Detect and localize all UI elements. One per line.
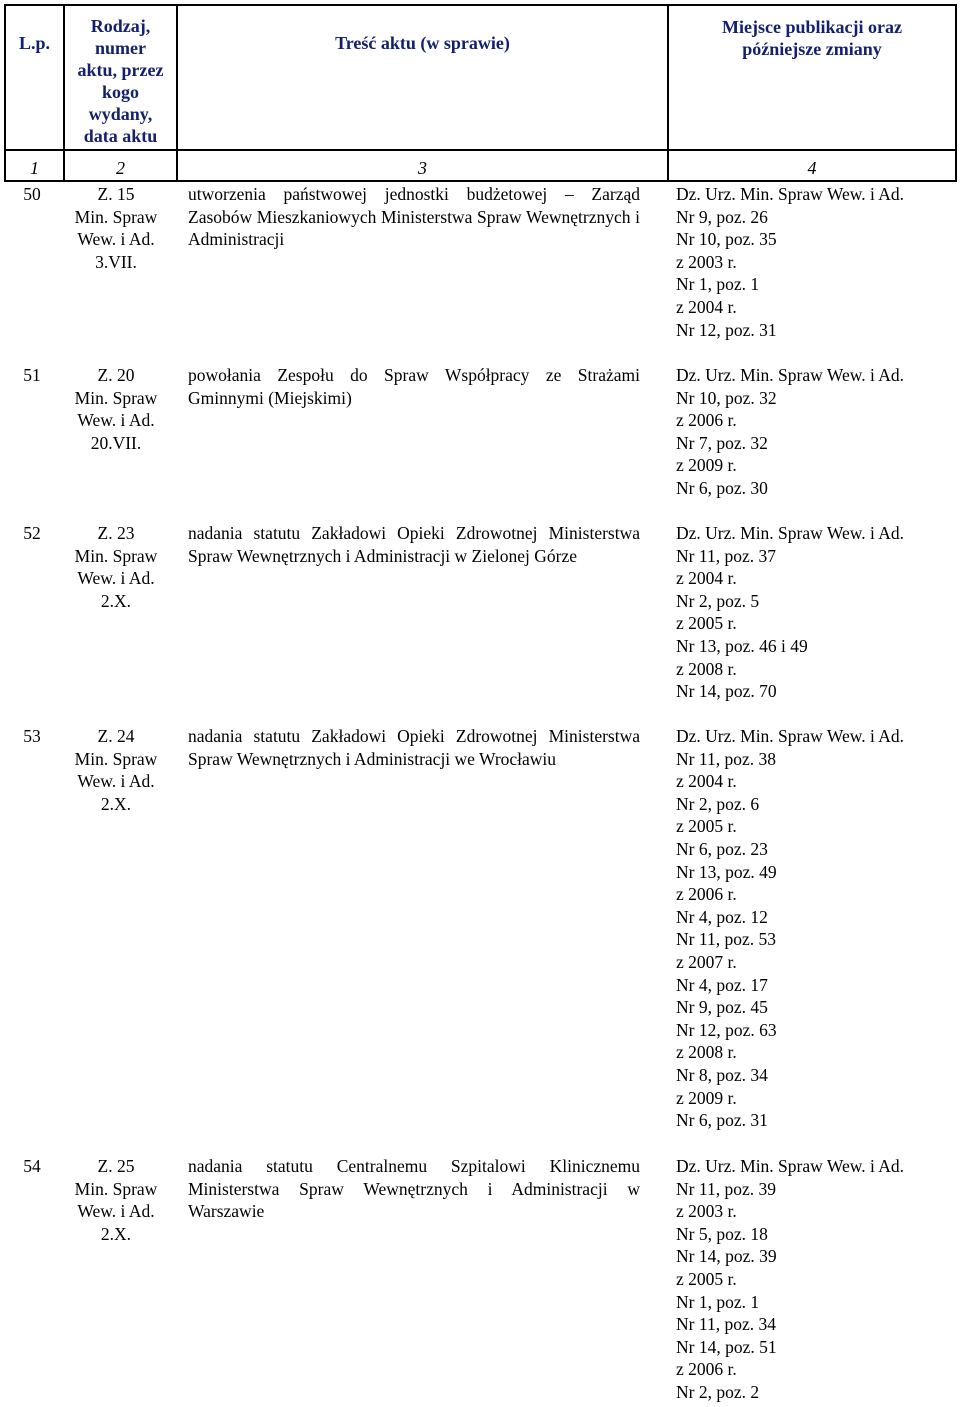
- row-miejsce: [676, 522, 958, 703]
- header-rodzaj-line: kogo: [101, 82, 139, 102]
- column-number-2: 2: [116, 158, 125, 178]
- header-rodzaj-line: Rodzaj,: [90, 16, 151, 36]
- border-right: [955, 4, 957, 182]
- rodzaj-line: 2.X.: [100, 1223, 132, 1244]
- rodzaj-line: Wew. i Ad.: [77, 229, 155, 250]
- miejsce-line: Nr 11, poz. 38: [676, 748, 776, 769]
- header-bottom-border: [4, 149, 956, 151]
- column-number-4: 4: [807, 158, 817, 178]
- miejsce-line: Nr 9, poz. 45: [676, 997, 768, 1018]
- miejsce-line: z 2008 r.: [676, 658, 737, 679]
- miejsce-line: Nr 5, poz. 18: [676, 1223, 768, 1244]
- rodzaj-line: Min. Spraw: [74, 545, 158, 566]
- header-miejsce: [669, 16, 955, 60]
- miejsce-line: Nr 11, poz. 53: [676, 929, 776, 950]
- miejsce-line: Nr 11, poz. 34: [676, 1314, 776, 1335]
- rodzaj-line: Z. 24: [97, 726, 135, 746]
- rodzaj-line: Z. 20: [97, 365, 135, 385]
- rodzaj-line: 20.VII.: [90, 432, 142, 453]
- header-lp: L.p.: [18, 33, 51, 53]
- column-number-1: 1: [30, 158, 39, 178]
- miejsce-line: Nr 2, poz. 2: [676, 1381, 760, 1402]
- row-miejsce: [676, 1155, 958, 1404]
- miejsce-line: Nr 9, poz. 26: [676, 206, 768, 227]
- row-tresc: nadania statutu Zakładowi Opieki Zdrowotnej Ministerstwa Spraw Wewnętrznych i Administracji w Zielonej Górze: [188, 523, 640, 566]
- rodzaj-line: Min. Spraw: [74, 748, 158, 769]
- rodzaj-line: Z. 25: [97, 1156, 135, 1176]
- miejsce-line: z 2005 r.: [676, 816, 737, 837]
- row-lp: 53: [23, 726, 41, 746]
- column-number-3: 3: [418, 158, 427, 178]
- rodzaj-line: Min. Spraw: [74, 206, 158, 227]
- row-rodzaj: [66, 725, 166, 815]
- miejsce-line: z 2003 r.: [676, 1201, 737, 1222]
- miejsce-line: Nr 12, poz. 31: [676, 319, 777, 340]
- miejsce-line: Dz. Urz. Min. Spraw Wew. i Ad.: [676, 1156, 905, 1176]
- miejsce-line: Nr 11, poz. 37: [676, 545, 776, 566]
- miejsce-line: Nr 4, poz. 12: [676, 906, 768, 927]
- miejsce-line: Nr 8, poz. 34: [676, 1064, 768, 1085]
- row-lp: 54: [23, 1156, 41, 1176]
- header-rodzaj-line: data aktu: [83, 126, 158, 146]
- header-tresc: Treść aktu (w sprawie): [335, 33, 510, 53]
- rodzaj-line: Wew. i Ad.: [77, 410, 155, 431]
- miejsce-line: Nr 7, poz. 32: [676, 432, 768, 453]
- rodzaj-line: Wew. i Ad.: [77, 771, 155, 792]
- row-rodzaj: [66, 183, 166, 273]
- miejsce-line: Nr 10, poz. 35: [676, 229, 777, 250]
- divider-2: [176, 4, 178, 182]
- miejsce-line: Nr 2, poz. 6: [676, 793, 760, 814]
- row-tresc: powołania Zespołu do Spraw Współpracy ze Strażami Gminnymi (Miejskimi): [188, 365, 640, 408]
- miejsce-line: z 2006 r.: [676, 1359, 737, 1380]
- row-miejsce: [676, 183, 958, 341]
- miejsce-line: z 2009 r.: [676, 1087, 737, 1108]
- miejsce-line: z 2005 r.: [676, 613, 737, 634]
- miejsce-line: Dz. Urz. Min. Spraw Wew. i Ad.: [676, 365, 905, 385]
- miejsce-line: z 2006 r.: [676, 884, 737, 905]
- rodzaj-line: 2.X.: [100, 793, 132, 814]
- row-rodzaj: [66, 364, 166, 454]
- rodzaj-line: 2.X.: [100, 590, 132, 611]
- miejsce-line: Nr 13, poz. 46 i 49: [676, 635, 808, 656]
- colnum-bottom-border: [4, 180, 956, 182]
- row-miejsce: [676, 364, 958, 500]
- miejsce-line: z 2004 r.: [676, 296, 737, 317]
- rodzaj-line: Wew. i Ad.: [77, 568, 155, 589]
- miejsce-line: Nr 14, poz. 39: [676, 1246, 777, 1267]
- miejsce-line: Nr 11, poz. 39: [676, 1178, 776, 1199]
- miejsce-line: Dz. Urz. Min. Spraw Wew. i Ad.: [676, 523, 905, 543]
- border-left: [4, 4, 6, 182]
- miejsce-line: Nr 10, poz. 32: [676, 387, 777, 408]
- row-rodzaj: [66, 522, 166, 612]
- miejsce-line: Nr 6, poz. 31: [676, 1110, 768, 1131]
- header-miejsce-line: późniejsze zmiany: [742, 39, 882, 59]
- miejsce-line: Nr 13, poz. 49: [676, 861, 777, 882]
- row-miejsce: [676, 725, 958, 1132]
- miejsce-line: Nr 2, poz. 5: [676, 590, 760, 611]
- miejsce-line: Dz. Urz. Min. Spraw Wew. i Ad.: [676, 726, 905, 746]
- header-rodzaj-line: numer: [95, 38, 146, 58]
- miejsce-line: Nr 12, poz. 63: [676, 1019, 777, 1040]
- rodzaj-line: Min. Spraw: [74, 387, 158, 408]
- row-tresc: nadania statutu Centralnemu Szpitalowi Klinicznemu Ministerstwa Spraw Wewnętrznych i Administracji w Warszawie: [188, 1156, 640, 1222]
- miejsce-line: Nr 14, poz. 51: [676, 1336, 777, 1357]
- rodzaj-line: Min. Spraw: [74, 1178, 158, 1199]
- row-tresc: utworzenia państwowej jednostki budżetowej – Zarząd Zasobów Mieszkaniowych Ministerstwa Spraw Wewnętrznych i Administracji: [188, 184, 640, 250]
- miejsce-line: Dz. Urz. Min. Spraw Wew. i Ad.: [676, 184, 905, 204]
- miejsce-line: z 2004 r.: [676, 771, 737, 792]
- miejsce-line: Nr 6, poz. 23: [676, 838, 768, 859]
- miejsce-line: Nr 6, poz. 30: [676, 477, 768, 498]
- miejsce-line: Nr 14, poz. 70: [676, 681, 777, 702]
- header-top-border: [4, 4, 956, 6]
- row-lp: 50: [23, 184, 41, 204]
- header-rodzaj-line: aktu, przez: [77, 60, 164, 80]
- row-tresc: nadania statutu Zakładowi Opieki Zdrowotnej Ministerstwa Spraw Wewnętrznych i Administracji we Wrocławiu: [188, 726, 640, 769]
- miejsce-line: Nr 1, poz. 1: [676, 274, 760, 295]
- miejsce-line: Nr 1, poz. 1: [676, 1291, 760, 1312]
- row-lp: 51: [23, 365, 41, 385]
- rodzaj-line: Z. 15: [97, 184, 135, 204]
- rodzaj-line: 3.VII.: [95, 251, 137, 272]
- miejsce-line: z 2005 r.: [676, 1268, 737, 1289]
- header-rodzaj: [65, 15, 176, 147]
- rodzaj-line: Wew. i Ad.: [77, 1201, 155, 1222]
- header-miejsce-line: Miejsce publikacji oraz: [722, 17, 902, 37]
- miejsce-line: z 2009 r.: [676, 455, 737, 476]
- miejsce-line: z 2004 r.: [676, 568, 737, 589]
- row-lp: 52: [23, 523, 41, 543]
- rodzaj-line: Z. 23: [97, 523, 135, 543]
- header-rodzaj-line: wydany,: [88, 104, 153, 124]
- row-rodzaj: [66, 1155, 166, 1245]
- miejsce-line: z 2007 r.: [676, 951, 737, 972]
- miejsce-line: z 2003 r.: [676, 251, 737, 272]
- miejsce-line: Nr 4, poz. 17: [676, 974, 768, 995]
- miejsce-line: z 2006 r.: [676, 410, 737, 431]
- miejsce-line: z 2008 r.: [676, 1042, 737, 1063]
